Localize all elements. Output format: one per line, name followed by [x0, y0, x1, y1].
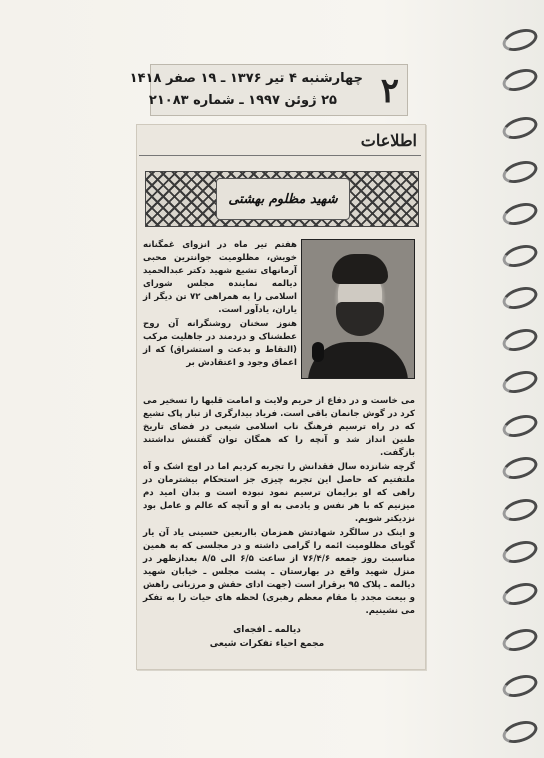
body-paragraph: می خاست و در دفاع از حریم ولایت و امامت قلبها را تسخیر می کرد در گوش جانمان باقی است. فریاد بیدارگری از تبار پاک تشیع که در راه ترسیم فرهنگ ناب اسلامی شیعی در فضای تاریخ طنین انداز شد و آنچه را که همگان توان گفتنش نداشتند بازگفت. — [143, 396, 415, 458]
binding-ring — [500, 325, 540, 355]
article-signature — [167, 623, 367, 651]
binding-ring — [500, 241, 540, 271]
signature-names: دیالمه ـ افجه‌ای — [233, 625, 301, 635]
binding-ring — [500, 453, 540, 483]
binding-ring — [500, 199, 540, 229]
decorative-banner — [145, 171, 419, 227]
binding-ring — [500, 113, 540, 143]
body-paragraph: گرچه شانزده سال فقدانش را تجربه کردیم اما در اوج اشک و آه ملتفتیم که حاصل این تجربه چیزی جز استحکام بیشترمان در راهی که او برایمان ترسیم نمود نبوده است و بدان امید دم میزنیم که با هر نفس و یادمی به او و آنچه که عالم و عامل بود نزدیکتر شویم. — [143, 462, 415, 524]
article-intro — [143, 239, 297, 389]
binding-ring — [500, 157, 540, 187]
photo-hair — [332, 254, 388, 284]
binding-ring — [500, 411, 540, 441]
binding-ring — [500, 537, 540, 567]
newspaper-masthead — [139, 127, 421, 167]
binding-ring — [500, 25, 540, 55]
date-clipping — [129, 64, 408, 116]
binding-ring — [500, 625, 540, 655]
binding-ring — [500, 495, 540, 525]
date-line-persian: چهارشنبه ۴ تیر ۱۳۷۶ ـ ۱۹ صفر ۱۴۱۸ — [129, 71, 363, 86]
intro-paragraph: هفتم تیر ماه در انزوای غمگنانه خویش، مظلومیت جوانترین محبی آرمانهای تشیع شهید دکتر عبدالحمید دیالمه نماینده مجلس شورای اسلامی را به همراهی ۷۲ تن دیگر از یاران، یادآور است. — [143, 240, 298, 315]
page-number: ۲ — [380, 71, 399, 111]
binding-ring — [500, 717, 540, 747]
date-line-gregorian: ۲۵ ژوئن ۱۹۹۷ ـ شماره ۲۱۰۸۳ — [148, 93, 337, 108]
article-clipping — [136, 124, 426, 670]
photo-beard — [336, 302, 384, 336]
binding-ring — [500, 65, 540, 95]
banner-title-frame — [216, 178, 350, 220]
binding-ring — [500, 283, 540, 313]
binding-ring — [500, 579, 540, 609]
body-paragraph: و اینک در سالگرد شهادتش همزمان بااربعین حسینی یاد آن یار گویای مظلومیت ائمه را گرامی داشته و در مجلسی که به همین مناسبت روز جمعه ۷۶/۴/۶ از ساعت ۶/۵ الی ۸/۵ بعدازظهر در منزل شهید واقع در بهارستان ـ پشت مجلس ـ خیابان شهید دیالمه ـ پلاک ۹۵ برقرار است (جهت ادای حقش و مرزبانی راهش و بیعت مجدد با مقام معظم رهبری) لحظه های حیات را به تفکر می نشینیم. — [143, 528, 416, 616]
intro-paragraph: هنوز سخنان روشنگرانه آن روح عطشناک و دردمند در جاهلیت مرکب (التقاط و بدعت و استشراق) که از اعماق وجود و اعتقادش بر — [143, 319, 297, 368]
article-body — [143, 395, 415, 635]
signature-organization: مجمع احیاء تفکرات شیعی — [209, 639, 325, 649]
banner-title: شهید مظلوم بهشتی — [228, 191, 338, 207]
newspaper-name: اطلاعات — [360, 131, 417, 150]
binding-ring — [500, 671, 540, 701]
spiral-binding — [500, 0, 544, 758]
masthead-divider — [139, 155, 421, 156]
binding-ring — [500, 367, 540, 397]
photo-microphone — [312, 342, 324, 362]
portrait-photo — [301, 239, 415, 379]
